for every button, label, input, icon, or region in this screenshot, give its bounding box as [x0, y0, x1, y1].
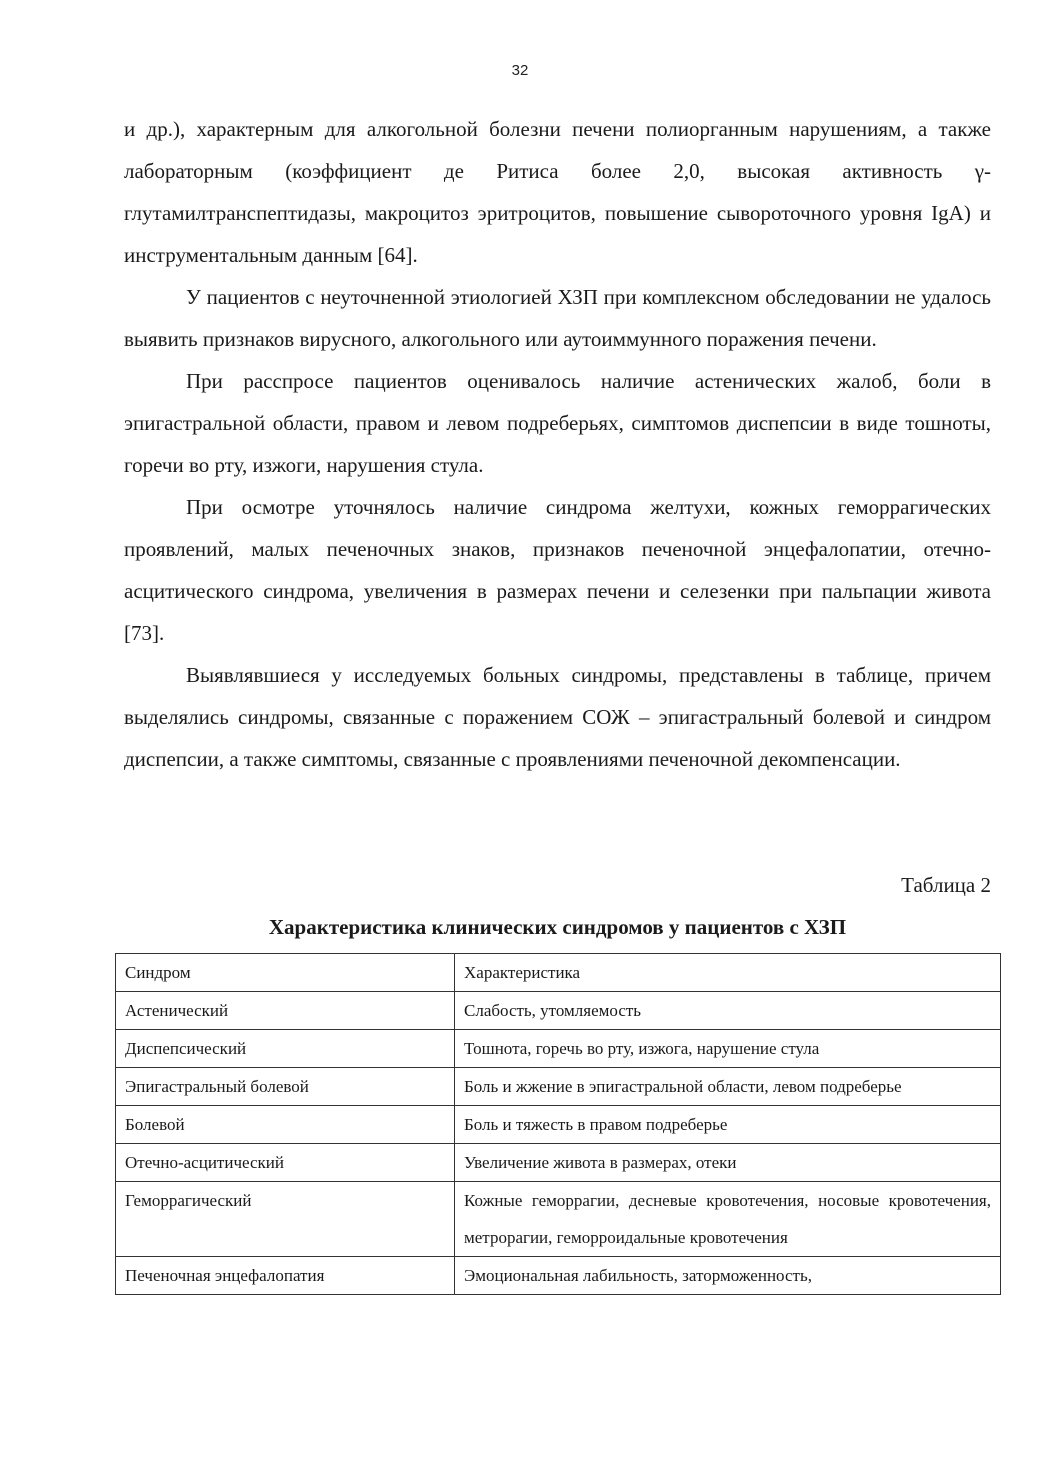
syndrome-cell: Эпигастральный болевой [116, 1068, 455, 1106]
paragraph-continuation: и др.), характерным для алкогольной болезни печени полиорганным нарушениям, а также лабораторным (коэффициент де Ритиса более 2,0, высокая активность γ-глутамилтранспептидазы, макроцитоз эритроцитов, повышение сывороточного уровня IgA) и инструментальным данным [64]. [124, 117, 991, 267]
characteristic-cell: Тошнота, горечь во рту, изжога, нарушение стула [455, 1030, 1001, 1068]
syndrome-cell: Геморрагический [116, 1182, 455, 1257]
table-row [116, 1182, 1001, 1257]
syndrome-cell: Диспепсический [116, 1030, 455, 1068]
paragraph: При осмотре уточнялось наличие синдрома желтухи, кожных геморрагических проявлений, малых печеночных знаков, признаков печеночной энцефалопатии, отечно-асцитического синдрома, увеличения в размерах печени и селезенки при пальпации живота [73]. [124, 495, 991, 645]
table-row [116, 1257, 1001, 1295]
table-header-cell: Характеристика [455, 954, 1001, 992]
syndrome-cell: Болевой [116, 1106, 455, 1144]
characteristic-cell: Эмоциональная лабильность, заторможенность, [455, 1257, 1001, 1295]
body-text [124, 108, 991, 780]
characteristic-cell: Слабость, утомляемость [455, 992, 1001, 1030]
characteristic-cell: Увеличение живота в размерах, отеки [455, 1144, 1001, 1182]
paragraph: У пациентов с неуточненной этиологией ХЗП при комплексном обследовании не удалось выявить признаков вирусного, алкогольного или аутоиммунного поражения печени. [124, 285, 991, 351]
table-header-row [116, 954, 1001, 992]
characteristic-cell: Боль и жжение в эпигастральной области, левом подреберье [455, 1068, 1001, 1106]
table-row [116, 1106, 1001, 1144]
table-header-cell: Синдром [116, 954, 455, 992]
characteristic-cell: Боль и тяжесть в правом подреберье [455, 1106, 1001, 1144]
syndrome-cell: Отечно-асцитический [116, 1144, 455, 1182]
table-title: Характеристика клинических синдромов у пациентов с ХЗП [268, 915, 847, 939]
table-label: Таблица 2 [901, 873, 991, 897]
table-row [116, 1144, 1001, 1182]
syndrome-cell: Печеночная энцефалопатия [116, 1257, 455, 1295]
syndromes-table [115, 953, 1001, 1295]
table-row [116, 1030, 1001, 1068]
paragraph: Выявлявшиеся у исследуемых больных синдромы, представлены в таблице, причем выделялись синдромы, связанные с поражением СОЖ – эпигастральный болевой и синдром диспепсии, а также симптомы, связанные с проявлениями печеночной декомпенсации. [124, 663, 991, 771]
page-number: 32 [511, 62, 529, 79]
table-row [116, 992, 1001, 1030]
paragraph: При расспросе пациентов оценивалось наличие астенических жалоб, боли в эпигастральной области, правом и левом подреберьях, симптомов диспепсии в виде тошноты, горечи во рту, изжоги, нарушения стула. [124, 369, 991, 477]
syndrome-cell: Астенический [116, 992, 455, 1030]
characteristic-cell: Кожные геморрагии, десневые кровотечения, носовые кровотечения, метрорагии, геморроидальные кровотечения [455, 1182, 1001, 1257]
table-row [116, 1068, 1001, 1106]
